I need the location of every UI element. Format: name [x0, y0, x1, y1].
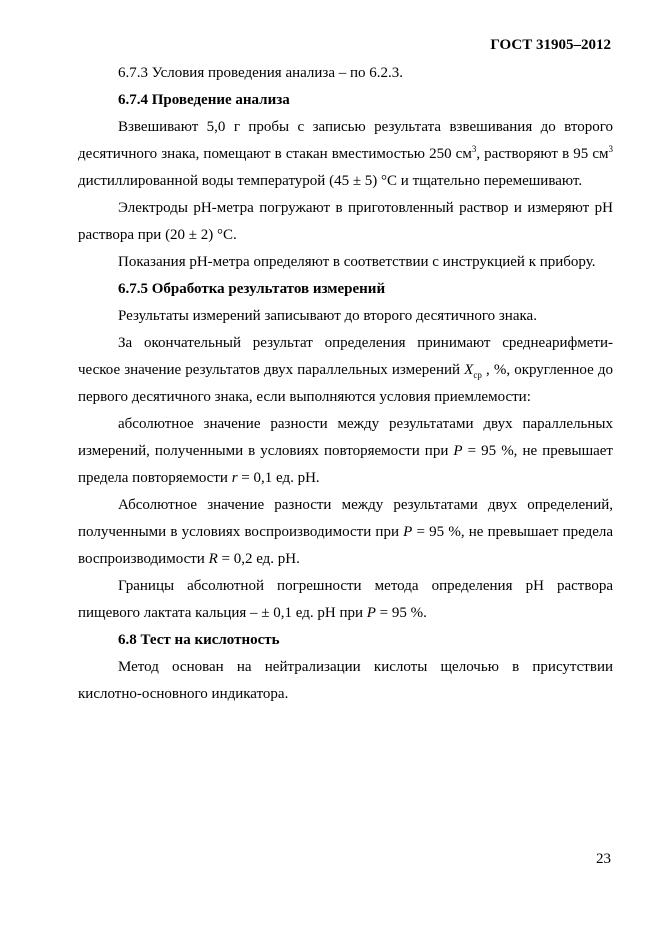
section-title-6-8: 6.8 Тест на кислотность — [118, 632, 280, 648]
paragraph-electrodes: Электроды рН-метра погружают в приготовленный раствор и измеряют рН раствора при (20 ± 2) °С. — [78, 200, 613, 243]
paragraph-readings: Показания рН-метра определяют в соответствии с инструкцией к прибору. — [118, 254, 596, 270]
standard-header: ГОСТ 31905–2012 — [490, 37, 611, 53]
paragraph-error-bounds: Границы абсолютной погрешности метода определения рН раствора пищевого лактата кальция – ± 0,1 ед. рН при Р = 95 %. — [78, 578, 613, 621]
page-number: 23 — [596, 851, 611, 867]
section-title-6-7-4: 6.7.4 Проведение анализа — [118, 92, 290, 108]
paragraph-final-result: За окончательный результат определения принимают среднеарифмети-ческое значение результатов двух параллельных измерений $X_{ср}$ , %, округленное до первого десятичного знака, если выполняются условия приемлемости: — [78, 335, 613, 405]
subsection-6-7-3: 6.7.3 Условия проведения анализа – по 6.2.3. — [118, 65, 404, 81]
paragraph-acidity-method: Метод основан на нейтрализации кислоты щелочью в присутствии кислотно-основного индикатора. — [78, 659, 613, 702]
paragraph-weighing: Взвешивают 5,0 г пробы с записью результата взвешивания до второго десятичного знака, помещают в стакан вместимостью 250 $см^3$, растворяют в 95 $см^3$ дистиллированной воды температурой (45 ± 5) °С и тщательно перемешивают. — [78, 119, 613, 189]
document-body — [78, 60, 613, 708]
section-title-6-7-5: 6.7.5 Обработка результатов измерений — [118, 281, 386, 297]
paragraph-record-results: Результаты измерений записывают до второго десятичного знака. — [118, 308, 537, 324]
paragraph-reproducibility: Абсолютное значение разности между результатами двух определений, полученными в условиях воспроизводимости при Р = 95 %, не превышает предела воспроизводимости R = 0,2 ед. рН. — [78, 497, 614, 567]
paragraph-repeatability: абсолютное значение разности между результатами двух параллельных измерений, полученными в условиях повторяемости при Р = 95 %, не превышает предела повторяемости r = 0,1 ед. рН. — [78, 416, 613, 486]
